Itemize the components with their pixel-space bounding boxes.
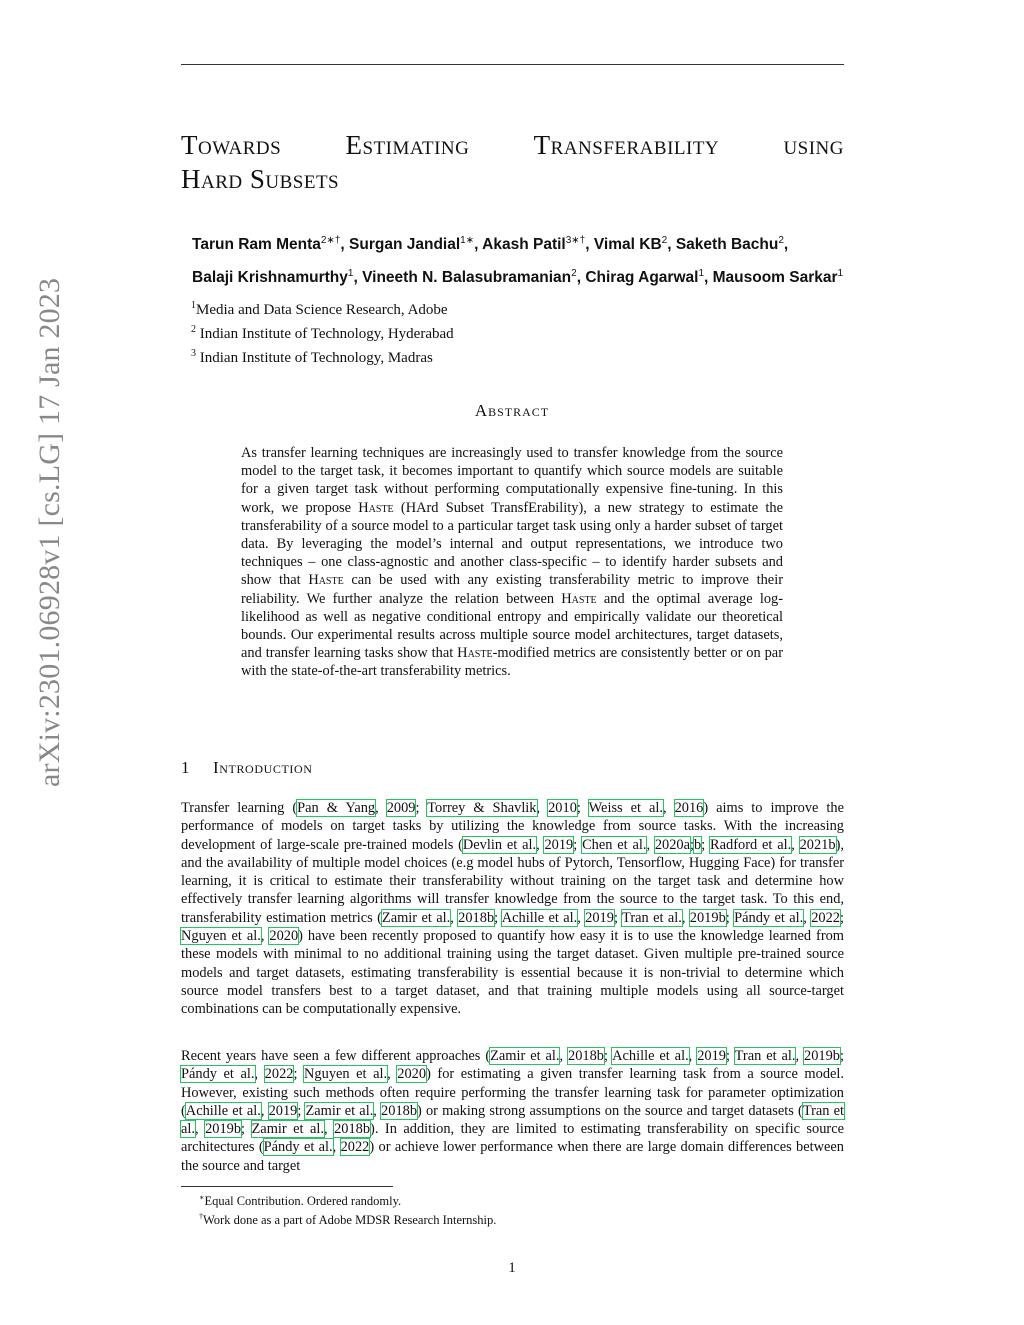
author-mark: 1	[698, 268, 704, 280]
citation-link[interactable]: 2018b	[334, 1121, 371, 1138]
citation-link[interactable]: 2019b	[804, 1048, 840, 1064]
citation-link[interactable]: 2022	[811, 909, 840, 926]
title-line-2: Hard Subsets	[181, 164, 340, 194]
footnote-rule	[181, 1186, 393, 1187]
citation-link[interactable]: Radford et al.	[710, 836, 792, 853]
method-name: Haste	[561, 590, 597, 607]
citation-link[interactable]: Tran et al.	[734, 1048, 796, 1064]
intro-paragraph-2: Recent years have seen a few different approaches (Zamir et al., 2018b; Achille et al., 2019; Tran et al., 2019b; Pándy et al., 2022; Nguyen et al., 2020) for estimating a given transfer learning task from a source model. However, existing such methods often require performing the transfer learning task for parameter optimization (Achille et al., 2019; Zamir et al., 2018b) or making strong assumptions on the source and target datasets (Tran et al., 2019b; Zamir et al., 2018b). In addition, they are limited to estimating transferability on specific source architectures (Pándy et al., 2022) or achieve lower performance when there are large domain differences between the source and target	[181, 1048, 844, 1174]
author-mark: 1∗	[460, 235, 475, 246]
arxiv-side-label: arXiv:2301.06928v1 [cs.LG] 17 Jan 2023	[33, 277, 66, 787]
affiliations	[191, 296, 454, 368]
citation-link[interactable]: Nguyen et al.	[181, 928, 261, 945]
citation-link[interactable]: 2019	[268, 1102, 298, 1119]
author-mark: 1	[347, 268, 354, 280]
page-number: 1	[508, 1260, 516, 1276]
author-mark: 1	[837, 268, 844, 280]
citation-link[interactable]: 2010	[548, 800, 577, 816]
section-title: Introduction	[213, 758, 313, 777]
citation-link[interactable]: Zamir et al.	[305, 1102, 374, 1119]
author: Chirag Agarwal	[585, 269, 699, 287]
citation-link[interactable]: Tran et al.	[622, 909, 682, 926]
citation-link[interactable]: Tran et al.	[181, 1102, 844, 1138]
citation-link[interactable]: Pándy et al.	[181, 1066, 255, 1083]
citation-link[interactable]: Pándy et al.	[263, 1139, 333, 1156]
abstract-heading: Abstract	[474, 401, 550, 420]
citation-link[interactable]: 2019	[697, 1048, 726, 1064]
author-list: Tarun Ram Menta$^{2∗\dagger}$, Surgan Jandial$^{1∗}$, Akash Patil$^{3∗\dagger}$, Vimal $KB^2$, Saketh Bachu$^2$, Balaji Krishnamurthy$^1$, Vineeth N. Balasubramanian$^2$, Chirag Agarwal$^1$, Mausoom Sarkar$^1$	[192, 235, 844, 287]
method-name: Haste	[358, 499, 394, 516]
citation-link[interactable]: 2020	[269, 928, 299, 945]
author-mark: 2	[661, 235, 668, 246]
method-name: Haste	[308, 572, 344, 589]
citation-link[interactable]: 2018b	[458, 909, 495, 926]
title-word: using	[783, 130, 844, 160]
citation-link[interactable]: b	[694, 836, 702, 853]
citation-link[interactable]: 2016	[674, 800, 704, 816]
citation-link[interactable]: 2019	[544, 836, 574, 853]
citation-link[interactable]: Chen et al.	[582, 836, 647, 853]
author: Saketh Bachu	[675, 236, 779, 254]
title-word: Estimating	[345, 130, 470, 160]
citation-link[interactable]: Torrey & Shavlik	[427, 800, 537, 816]
top-rule	[181, 64, 844, 65]
citation-link[interactable]: Zamir et al.	[251, 1121, 324, 1138]
citation-link[interactable]: 2018b	[568, 1048, 604, 1064]
author: Mausoom Sarkar	[712, 269, 838, 287]
citation-link[interactable]: Achille et al.	[185, 1102, 261, 1119]
citation-link[interactable]: 2019b	[205, 1121, 242, 1138]
method-name: Haste	[457, 645, 493, 662]
author: Surgan Jandial	[349, 236, 461, 254]
citation-link[interactable]: 2022	[340, 1139, 370, 1156]
citation-link[interactable]: Achille et al.	[612, 1048, 689, 1064]
citation-link[interactable]: 2009	[386, 800, 416, 816]
title-word: Transferability	[533, 130, 720, 160]
paper-title	[181, 128, 844, 196]
author: Vimal KB	[593, 236, 662, 254]
title-word: Towards	[181, 130, 282, 160]
citation-link[interactable]: 2019	[585, 909, 614, 926]
author: Akash Patil	[482, 236, 566, 254]
intro-paragraph-1: Transfer learning (Pan & Yang, 2009; Torrey & Shavlik, 2010; Weiss et al., 2016) aims to improve the performance of models on target tasks by utilizing the knowledge from source tasks. With the increasing development of large-scale pre-trained models (Devlin et al., 2019; Chen et al., 2020a;b; Radford et al., 2021b), and the availability of multiple model choices (e.g model hubs of Pytorch, Tensorflow, Hugging Face) for transfer learning, it is critical to estimate their transferability without training on the target task and determine how effectively transfer learning algorithms will transfer knowledge from the source to the target task. To this end, transferability estimation metrics (Zamir et al., 2018b; Achille et al., 2019; Tran et al., 2019b; Pándy et al., 2022; Nguyen et al., 2020) have been recently proposed to quantify how easy it is to use the knowledge learned from these models with minimal to no additional training using the target dataset. Given multiple pre-trained source models and target datasets, estimating transferability is essential because it is non-trivial to determine which source model transfers best to a target dataset, and that training multiple models using all source-target combinations can be computationally expensive.	[181, 800, 845, 1018]
title-line-1	[181, 128, 844, 162]
citation-link[interactable]: Devlin et al.	[462, 836, 537, 853]
citation-link[interactable]: 2019b	[689, 909, 726, 926]
author-mark: 2	[778, 235, 784, 246]
affiliation: $^3$ Indian Institute of Technology, Madras	[191, 348, 433, 366]
citation-link[interactable]: Pándy et al.	[734, 909, 804, 926]
citation-link[interactable]: 2018b	[381, 1102, 418, 1119]
author-mark: 3∗†	[565, 235, 586, 246]
citation-link[interactable]: Zamir et al.	[381, 909, 451, 926]
abstract-body: As transfer learning techniques are increasingly used to transfer knowledge from the source model to the target task, it becomes important to quantify which source models are suitable for a given target task without performing computationally expensive fine-tuning. In this work, we propose Haste (HArd Subset TransfErability), a new strategy to estimate the transferability of a source model to a particular target task using only a harder subset of target data. By leveraging the model’s internal and output representations, we introduce two techniques – one class-agnostic and another class-specific – to identify harder subsets and show that Haste can be used with any existing transferability metric to improve their reliability. We further analyze the relation between Haste and the optimal average log-likelihood as well as negative conditional entropy and empirically validate our theoretical bounds. Our experimental results across multiple source model architectures, target datasets, and transfer learning tasks show that Haste-modified metrics are consistently better or on par with the state-of-the-art transferability metrics.	[241, 445, 784, 680]
author: Vineeth N. Balasubramanian	[362, 269, 572, 287]
citation-link[interactable]: Nguyen et al.	[304, 1066, 388, 1083]
author: Tarun Ram Menta	[192, 236, 321, 254]
affiliation: $^1$Media and Data Science Research, Adobe	[191, 300, 448, 318]
citation-link[interactable]: Weiss et al.	[588, 800, 663, 816]
footnote: ∗Equal Contribution. Ordered randomly.	[199, 1193, 402, 1209]
citation-link[interactable]: Achille et al.	[501, 909, 578, 926]
citation-link[interactable]: Zamir et al.	[490, 1048, 560, 1064]
citation-link[interactable]: 2022	[264, 1066, 294, 1083]
section-number: 1	[181, 758, 191, 777]
author: Balaji Krishnamurthy	[192, 269, 348, 287]
section-heading	[181, 758, 313, 778]
author-mark: 2∗†	[320, 235, 341, 246]
citation-link[interactable]: 2020a	[654, 836, 691, 853]
affiliation: $^2$ Indian Institute of Technology, Hyderabad	[191, 324, 454, 342]
footnote: †Work done as a part of Adobe MDSR Research Internship.	[199, 1212, 497, 1228]
citation-link[interactable]: 2020	[397, 1066, 427, 1083]
citation-link[interactable]: 2021b	[799, 836, 836, 853]
author-mark: 2	[571, 268, 577, 280]
citation-link[interactable]: Pan & Yang	[297, 800, 376, 816]
